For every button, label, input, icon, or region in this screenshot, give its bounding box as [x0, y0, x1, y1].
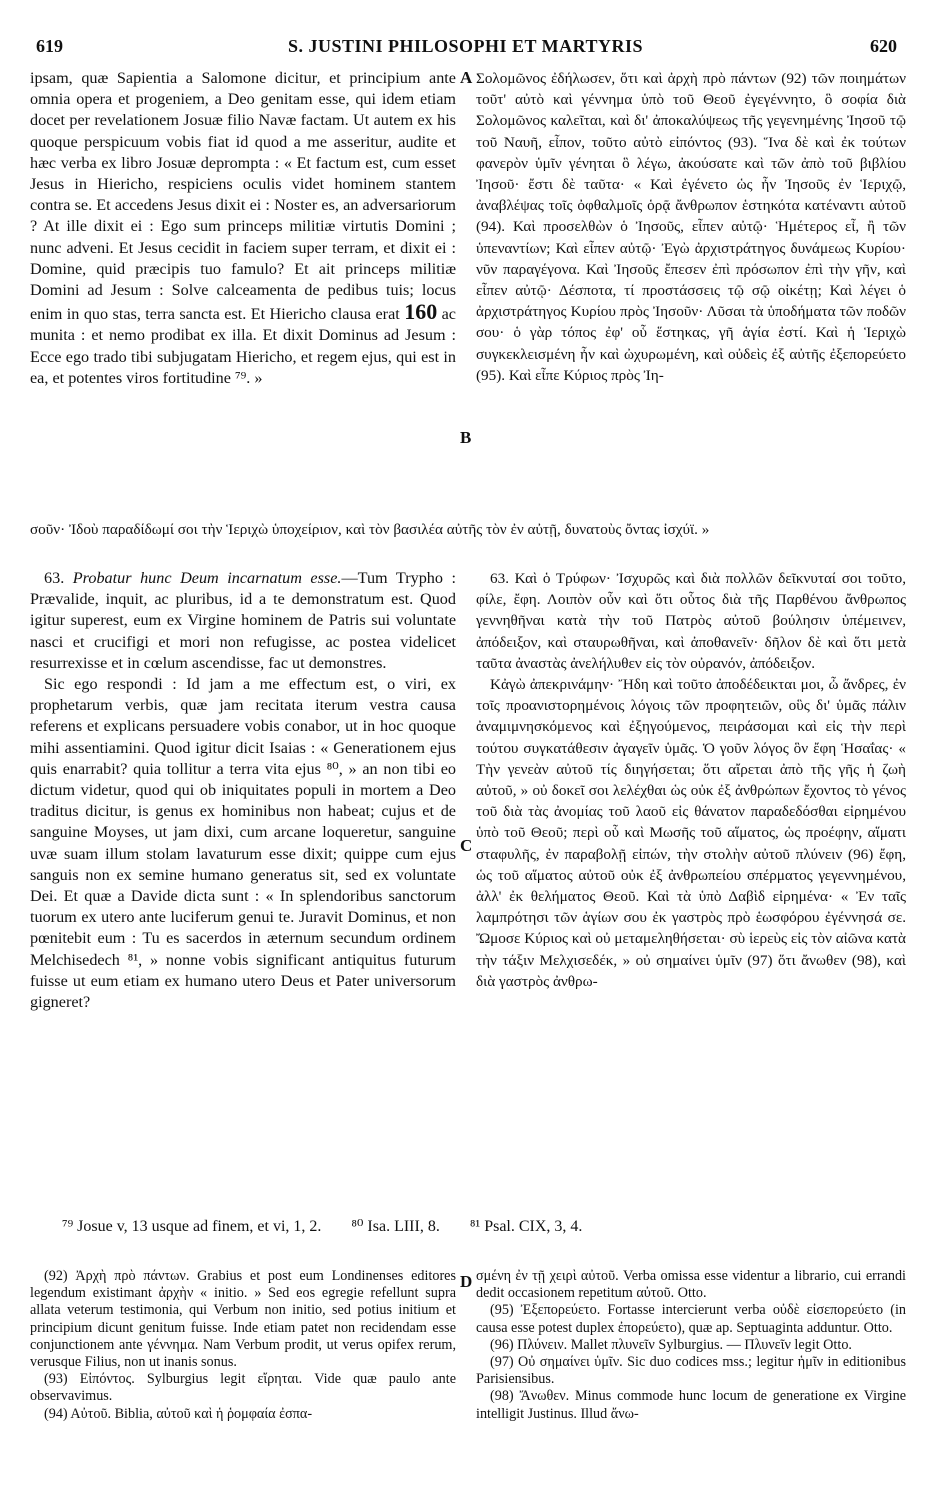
footnote-96: (96) Πλύνειν. Mallet πλυνεῖν Sylburgius. — Πλυνεῖν legit Otto.	[490, 1336, 852, 1353]
greek-paragraph: Σολομῶνος ἐδήλωσεν, ὅτι καὶ ἀρχὴ πρὸ πάντων (92) τῶν ποιημάτων τοῦτ' αὐτὸ καὶ γέννημα ὑπὸ τοῦ Θεοῦ ἐγεγέννητο, ὃ σοφία διὰ Σολομῶνος καλεῖται, καὶ δι' ἀποκαλύψεως τῆς γεγενημένης Ἰησοῦ τῷ τοῦ Ναυῆ, εἶπον, τοῦτο αὐτὸ εἰπόντος (93). Ἵνα δὲ καὶ ἐκ τούτων φανερὸν ὑμῖν γένηται ὃ λέγω, ἀκούσατε καὶ τῶν ἀπὸ τοῦ βιβλίου Ἰησοῦ· ἔστι δὲ ταῦτα· « Καὶ ἐγένετο ὡς ἦν Ἰησοῦς ἐν Ἱεριχῷ, ἀναβλέψας τοῖς ὀφθαλμοῖς ὁρᾷ ἄνθρωπον ἑστηκότα κατέναντι αὐτοῦ (94). Καὶ προσελθὼν ὁ Ἰησοῦς, εἶπεν αὐτῷ· Ἡμέτερος εἶ, ἢ τῶν ὑπεναντίων; Καὶ εἶπεν αὐτῷ· Ἐγὼ ἀρχιστράτηγος δυνάμεως Κυρίου· νῦν παραγέγονα. Καὶ Ἰησοῦς ἔπεσεν ἐπὶ πρόσωπον ἐπὶ τὴν γῆν, καὶ εἶπεν αὐτῷ· Δέσποτα, τί προστάσσεις τῷ σῷ οἰκέτῃ; Καὶ λέγει ὁ ἀρχιστράτηγος Κυρίου πρὸς Ἰησοῦν· Λῦσαι τὰ ὑποδήματα τῶν ποδῶν σου· ὁ γὰρ τόπος ἐφ' οὗ ἕστηκας, γῆ ἁγία ἐστί. Καὶ ἡ Ἱεριχὼ συγκεκλεισμένη ἦν καὶ ὠχυρωμένη, καὶ οὐδεὶς ἐξ αὐτῆς ἐξεπορεύετο (95). Καὶ εἶπε Κύριος πρὸς Ἰη-	[476, 70, 906, 384]
column-number: 160	[404, 299, 438, 325]
reference-80: ⁸⁰ Isa. LIII, 8.	[351, 1218, 440, 1235]
margin-marker-b: B	[460, 428, 472, 447]
latin-section-63	[30, 568, 456, 674]
footnote-94-continued: σμένη ἐν τῇ χειρὶ αὐτοῦ. Verba omissa esse videntur a librario, cui errandi dedit occasionem repetitum αὐτοῦ. Otto.	[476, 1268, 906, 1302]
footnotes-left	[30, 1268, 456, 1423]
greek-column-main	[476, 568, 906, 992]
greek-spanning-line: σοῦν· Ἰδοὺ παραδίδωμί σοι τὴν Ἱεριχὼ ὑποχείριον, καὶ τὸν βασιλέα αὐτῆς τὸν ἐν αὐτῇ, δυνατοὺς ὄντας ἰσχύϊ. »	[30, 521, 710, 538]
footnote-94: (94) Αὐτοῦ. Biblia, αὐτοῦ καὶ ἡ ῥομφαία ἐσπα-	[44, 1405, 313, 1422]
reference-81: ⁸¹ Psal. CIX, 3, 4.	[469, 1218, 583, 1235]
section-number: 63.	[44, 569, 65, 587]
latin-text: ipsam, quæ Sapientia a Salomone dicitur, et principium ante omnia opera et progeniem, a Deo genitam esse, qui idem etiam docet per revelationem Josuæ filio Navæ factam. Ut autem ex his quoque perspicuum vobis fiat id quod a me asseritur, audite et hæc verba ex libro Josuæ deprompta : « Et factum est, cum esset Jesus in Hiericho, respiciens oculis videt hominem stantem contra se. Et accedens Jesus dixit ei : Noster es, an adversariorum ? At ille dixit ei : Ego sum princeps militiæ virtutis Domini ; nunc adveni. Et Jesus cecidit in faciem super terram, et dixit ei : Domine, quid præcipis tuo famulo? Et ait princeps militiæ Domini ad Jesum : Solve calceamenta de pedibus tuis; locus enim in quo stas, terra sancta est. Et Hiericho clausa erat	[30, 69, 456, 324]
latin-text-end: ac munita : et nemo prodibat ex illa. Et dixit Dominus ad Jesum : Ecce ego trado tibi subjugatam Hiericho, et regem ejus, qui est in ea, et potentes viros fortitudine ⁷⁹. »	[30, 305, 456, 387]
footnote-92: (92) Ἀρχὴ πρὸ πάντων. Grabius et post eum Londinenses editores legendum existimant ἀρχὴν « initio. » Sed eos egregie refellunt supra allata veterum testimonia, qui Verbum non initio, sed potius initium et principium dicunt genitum fuisse. Inde etiam patet non recidendam esse conjunctionem ante γέννημα. Nam Verbum prodit, ut verus opifex rerum, verusque Filius, non ut inanis sonus.	[30, 1268, 456, 1371]
footnote-93: (93) Εἰπόντος. Sylburgius legit εἴρηται. Vide quæ paulo ante observavimus.	[30, 1371, 456, 1405]
footnote-98: (98) Ἄνωθεν. Minus commode hunc locum de generatione ex Virgine intelligit Justinus. Illud ἄνω-	[476, 1388, 906, 1422]
section-title: Probatur hunc Deum incarnatum esse.	[72, 569, 342, 587]
running-title: S. JUSTINI PHILOSOPHI ET MARTYRIS	[287, 36, 644, 56]
latin-paragraph	[30, 68, 456, 389]
footnotes-right	[476, 1268, 906, 1423]
footnote-95: (95) Ἐξεπορεύετο. Fortasse intercierunt verba οὐδὲ εἰσεπορεύετο (in causa esse potest duplex ἐπορεύετο), quæ ap. Septuaginta adduntur. Otto.	[476, 1302, 906, 1336]
right-page-number: 620	[870, 36, 897, 56]
reference-79: ⁷⁹ Josue v, 13 usque ad finem, et vi, 1, 2.	[62, 1218, 322, 1235]
scripture-references	[30, 1216, 906, 1238]
greek-column-top	[476, 68, 906, 386]
latin-column-top	[30, 68, 456, 389]
footnote-97: (97) Οὐ σημαίνει ὑμῖν. Sic duo codices mss.; legitur ἡμῖν in editionibus Parisiensibus.	[476, 1354, 906, 1388]
greek-section-63: 63. Καὶ ὁ Τρύφων· Ἰσχυρῶς καὶ διὰ πολλῶν δεῖκνυταί σοι τοῦτο, φίλε, ἔφη. Λοιπὸν οὖν καὶ ὅτι οὗτος διὰ τῆς Παρθένου ἄνθρωπος γεννηθῆναι κατὰ τὴν τοῦ Πατρὸς αὐτοῦ βούλησιν ὑπέμεινεν, ἀπόδειξον, καὶ σταυρωθῆναι, καὶ ἀποθανεῖν· δῆλον δὲ καὶ ὅτι μετὰ ταῦτα ἀναστὰς ἀνελήλυθεν εἰς τὸν οὐρανόν, ἀπόδειξον.	[476, 570, 906, 672]
latin-column-main	[30, 568, 456, 1013]
section-text: —Tum Trypho : Prævalide, inquit, ac pluribus, id a te demonstratum est. Quod igitur superest, eum ex Virgine hominem de Patris sui voluntate nasci et crucifigi et mori non refugisse, ac postea videlicet resurrexisse et in cœlum ascendisse, fac ut demonstres.	[30, 569, 456, 672]
margin-marker-c: C	[460, 836, 473, 855]
left-page-number: 619	[36, 36, 63, 56]
page-header	[30, 36, 901, 60]
latin-paragraph: Sic ego respondi : Id jam a me effectum est, o viri, ex prophetarum verbis, quæ jam recitata iterum vestra causa referens et explicans persuadere vobis conabor, ut in hoc quoque mihi assentiamini. Quod igitur dicit Isaias : « Generationem ejus quis enarrabit? quia tollitur a terra vita ejus ⁸⁰, » an non tibi eo dictum videtur, quod qui ob iniquitates populi in mortem a Deo traditus dicitur, is genus ex hominibus non habeat; cujus et de sanguine Moyses, ut jam dixi, cum arcane loqueretur, sanguine uvæ suam illum stolam lavaturum esse dixit; quippe cum ejus sanguis non ex semine humano generatus sit, sed ex voluntate Dei. Et quæ a Davide dicta sunt : « In splendoribus sanctorum tuorum ex utero ante luciferum genui te. Juravit Dominus, et non pœnitebit eum : Tu es sacerdos in æternum secundum ordinem Melchisedech ⁸¹, » nonne vobis significant antiquitus futurum fuisse ut eum etiam ex humano utero Deus et Pater universorum gigneret?	[30, 675, 456, 1012]
margin-marker-d: D	[460, 1272, 473, 1291]
margin-marker-a: A	[460, 68, 473, 87]
greek-paragraph: Κἀγὼ ἀπεκρινάμην· Ἤδη καὶ τοῦτο ἀποδέδεικται μοι, ὦ ἄνδρες, ἐν τοῖς προανιστορημένοις λόγοις τῶν προφητειῶν, οὓς δι' ὑμᾶς πάλιν ἀναμιμνησκόμενος καὶ ἐξηγούμενος, πειράσομαι καὶ εἰς τὴν περὶ τούτου συγκατάθεσιν ἀγαγεῖν ὑμᾶς. Ὁ γοῦν λόγος ὃν ἔφη Ἡσαΐας· « Τὴν γενεὰν αὐτοῦ τίς διηγήσεται; ὅτι αἴρεται ἀπὸ τῆς γῆς ἡ ζωὴ αὐτοῦ, » οὐ δοκεῖ σοι λελέχθαι ὡς οὐκ ἐξ ἀνθρώπων ἔχοντος τὸ γένος τοῦ διὰ τὰς ἀνομίας τοῦ λαοῦ εἰς θάνατον παραδεδόσθαι εἰρημένου ὑπὸ τοῦ Θεοῦ; περὶ οὗ καὶ Μωσῆς τοῦ αἵματος, ὡς προέφην, αἵματι σταφυλῆς, ἐν παραβολῇ εἰπών, τὴν στολὴν αὐτοῦ πλύνειν (96) ἔφη, ὡς τοῦ αἵματος αὐτοῦ οὐκ ἐξ ἀνθρωπείου σπέρματος γεγεννημένου, ἀλλ' ἐκ θελήματος Θεοῦ. Καὶ τὰ ὑπὸ Δαβὶδ εἰρημένα· « Ἐν ταῖς λαμπρότησι τῶν ἁγίων σου ἐκ γαστρὸς πρὸ ἑωσφόρου ἐγέννησά σε. Ὤμοσε Κύριος καὶ οὐ μεταμεληθήσεται· σὺ ἱερεὺς εἰς τὸν αἰῶνα κατὰ τὴν τάξιν Μελχισεδέκ, » οὐ σημαίνει ὑμῖν (97) ὅτι ἄνωθεν (98), καὶ διὰ γαστρὸς ἀνθρω-	[476, 676, 906, 990]
